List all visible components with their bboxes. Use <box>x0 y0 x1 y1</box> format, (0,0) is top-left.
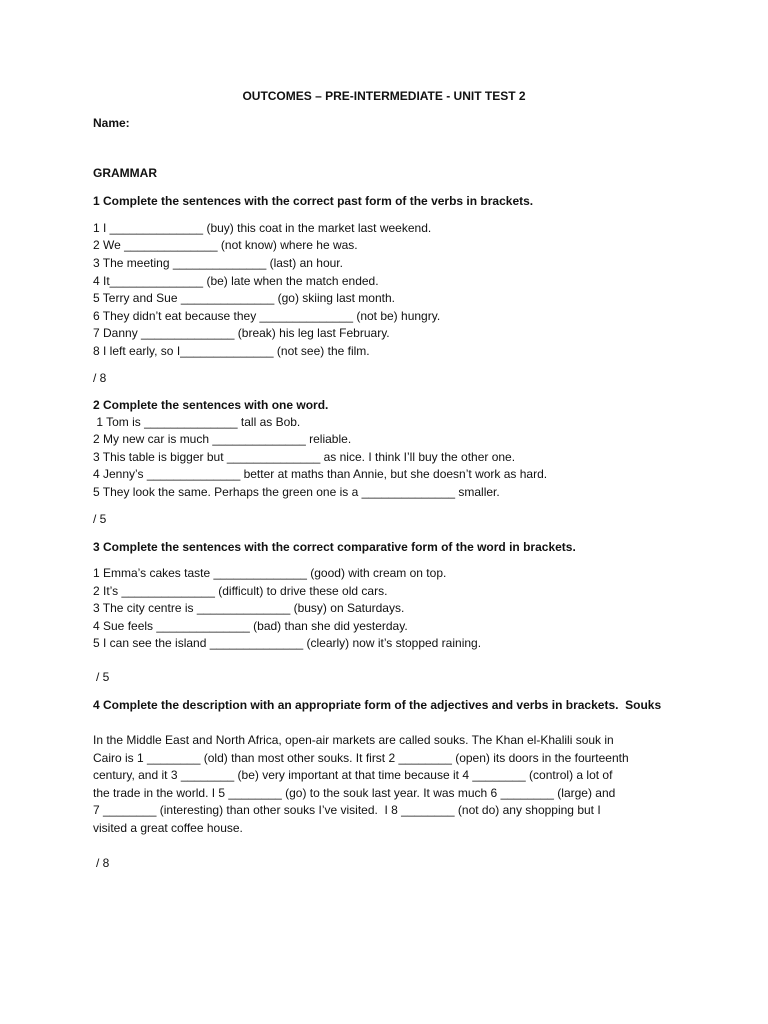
page-title: OUTCOMES – PRE-INTERMEDIATE - UNIT TEST 2 <box>242 89 526 103</box>
exercise-1-line: 2 We ______________ (not know) where he was. <box>93 238 358 252</box>
exercise-4-line: In the Middle East and North Africa, open-air markets are called souks. The Khan el-Khalili souk in <box>93 733 614 747</box>
exercise-4-line: 7 ________ (interesting) than other souks I’ve visited. I 8 ________ (not do) any shopping but I <box>93 803 601 817</box>
exercise-4-line: Cairo is 1 ________ (old) than most other souks. It first 2 ________ (open) its doors in the fourteenth <box>93 751 629 765</box>
section-heading: GRAMMAR <box>93 166 157 180</box>
exercise-1-line: 1 I ______________ (buy) this coat in the market last weekend. <box>93 221 432 235</box>
exercise-3-line: 2 It’s ______________ (difficult) to drive these old cars. <box>93 584 388 598</box>
exercise-1-score: / 8 <box>93 371 107 385</box>
exercise-1-line: 3 The meeting ______________ (last) an hour. <box>93 256 343 270</box>
exercise-2-line: 2 My new car is much ______________ reliable. <box>93 432 352 446</box>
exercise-4-instruction: 4 Complete the description with an appropriate form of the adjectives and verbs in brackets. Souks <box>93 698 662 712</box>
exercise-3-line: 5 I can see the island ______________ (clearly) now it’s stopped raining. <box>93 636 482 650</box>
exercise-2-line: 5 They look the same. Perhaps the green one is a ______________ smaller. <box>93 485 500 499</box>
exercise-1-line: 8 I left early, so I______________ (not see) the film. <box>93 344 370 358</box>
exercise-2-score: / 5 <box>93 512 107 526</box>
exercise-1-line: 5 Terry and Sue ______________ (go) skiing last month. <box>93 291 395 305</box>
exercise-1-line: 7 Danny ______________ (break) his leg last February. <box>93 326 390 340</box>
exercise-2-instruction: 2 Complete the sentences with one word. <box>93 398 329 412</box>
name-label: Name: <box>93 116 130 130</box>
exercise-1-line: 6 They didn’t eat because they ______________ (not be) hungry. <box>93 309 441 323</box>
exercise-1-instruction: 1 Complete the sentences with the correct past form of the verbs in brackets. <box>93 194 534 208</box>
exercise-2-line: 1 Tom is ______________ tall as Bob. <box>93 415 301 429</box>
exercise-4-score: / 8 <box>96 856 110 870</box>
exercise-3-instruction: 3 Complete the sentences with the correct comparative form of the word in brackets. <box>93 540 576 554</box>
exercise-3-score: / 5 <box>96 670 110 684</box>
exercise-4-line: the trade in the world. I 5 ________ (go) to the souk last year. It was much 6 ________ (large) and <box>93 786 616 800</box>
exercise-3-line: 4 Sue feels ______________ (bad) than she did yesterday. <box>93 619 408 633</box>
exercise-3-line: 1 Emma’s cakes taste ______________ (good) with cream on top. <box>93 566 447 580</box>
exercise-4-line: century, and it 3 ________ (be) very important at that time because it 4 ________ (control) a lot of <box>93 768 613 782</box>
exercise-2-line: 3 This table is bigger but ______________ as nice. I think I’ll buy the other one. <box>93 450 516 464</box>
exercise-2-line: 4 Jenny’s ______________ better at maths than Annie, but she doesn’t work as hard. <box>93 467 548 481</box>
exercise-1-line: 4 It______________ (be) late when the match ended. <box>93 274 379 288</box>
exercise-3-line: 3 The city centre is ______________ (busy) on Saturdays. <box>93 601 405 615</box>
exercise-4-line: visited a great coffee house. <box>93 821 243 835</box>
